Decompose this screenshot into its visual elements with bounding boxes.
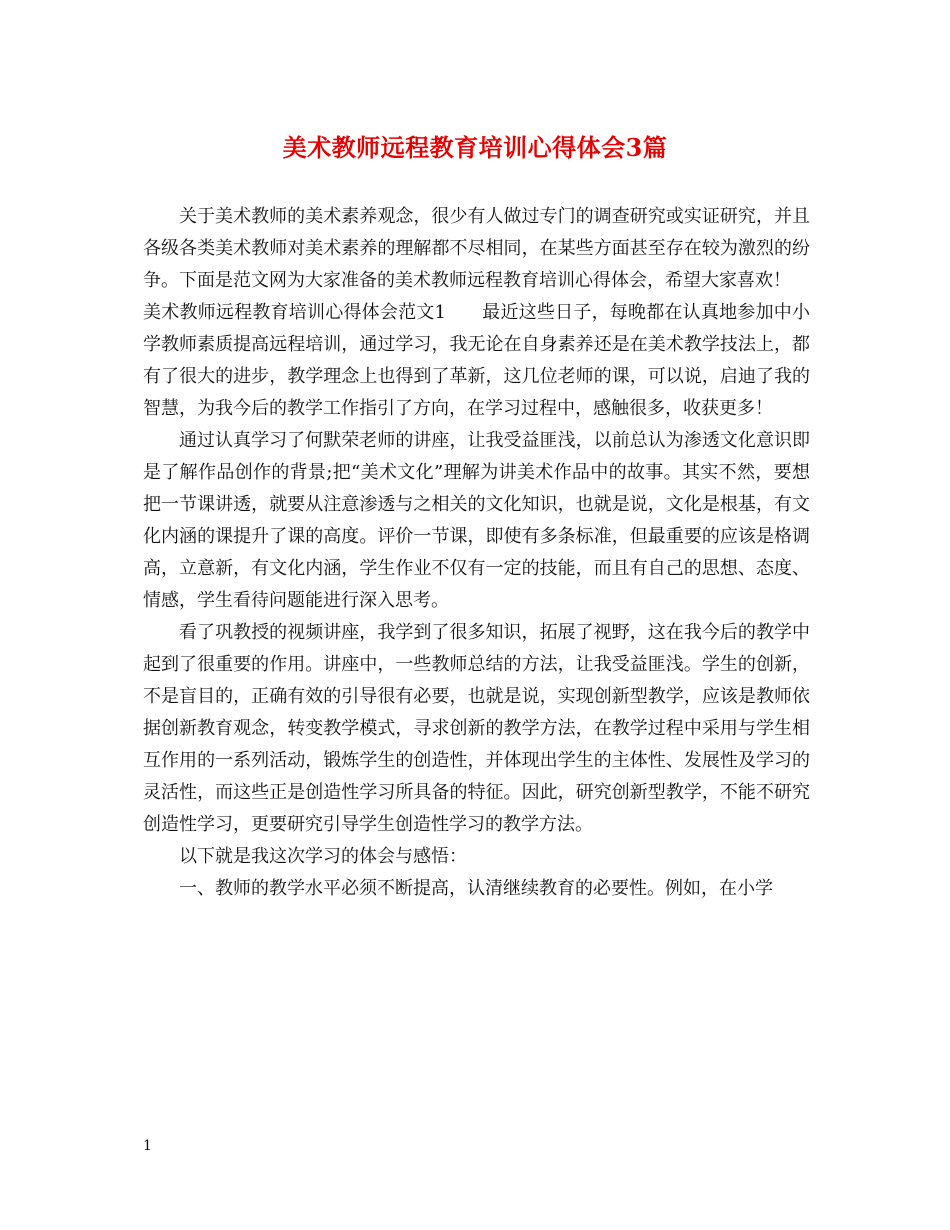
document-title: 美术教师远程教育培训心得体会3篇 bbox=[282, 133, 668, 162]
paragraph-3: 看了巩教授的视频讲座，我学到了很多知识，拓展了视野，这在我今后的教学中起到了很重要的作用。讲座中，一些教师总结的方法，让我受益匪浅。学生的创新，不是盲目的，正确有效的引导很有必要，也就是说，实现创新型教学，应该是教师依据创新教育观念，转变教学模式，寻求创新的教学方法，在教学过程中采用与学生相互作用的一系列活动，锻炼学生的创造性，并体现出学生的主体性、发展性及学习的灵活性，而这些正是创造性学习所具备的特征。因此，研究创新型教学，不能不研究创造性学习，更要研究引导学生创造性学习的教学方法。 bbox=[143, 622, 810, 835]
paragraph-4: 以下就是我这次学习的体会与感悟： bbox=[179, 846, 467, 867]
intro-paragraph: 关于美术教师的美术素养观念，很少有人做过专门的调查研究或实证研究，并且各级各类美术教师对美术素养的理解都不尽相同，在某些方面甚至存在较为激烈的纷争。下面是范文网为大家准备的美术教师远程教育培训心得体会，希望大家喜欢！ bbox=[143, 206, 810, 291]
section-1-paragraph bbox=[143, 297, 810, 425]
section-1-text: 最近这些日子，每晚都在认真地参加中小学教师素质提高远程培训，通过学习，我无论在自身素养还是在美术教学技法上，都有了很大的进步，教学理念上也得到了革新，这几位老师的课，可以说，启迪了我的智慧，为我今后的教学工作指引了方向，在学习过程中，感触很多，收获更多！ bbox=[143, 302, 811, 419]
page-number: 1 bbox=[143, 1138, 152, 1154]
paragraph-2: 通过认真学习了何默荣老师的讲座，让我受益匪浅，以前总认为渗透文化意识即是了解作品创作的背景;把“美术文化”理解为讲美术作品中的故事。其实不然，要想把一节课讲透，就要从注意渗透与之相关的文化知识，也就是说，文化是根基，有文化内涵的课提升了课的高度。评价一节课，即使有多条标准，但最重要的应该是格调高，立意新，有文化内涵，学生作业不仅有一定的技能，而且有自己的思想、态度、情感，学生看待问题能进行深入思考。 bbox=[143, 430, 810, 611]
paragraph-5: 一、教师的教学水平必须不断提高，认清继续教育的必要性。例如，在小学 bbox=[179, 878, 773, 899]
section-1-heading: 美术教师远程教育培训心得体会范文1 bbox=[143, 302, 447, 323]
document-body bbox=[143, 201, 810, 905]
